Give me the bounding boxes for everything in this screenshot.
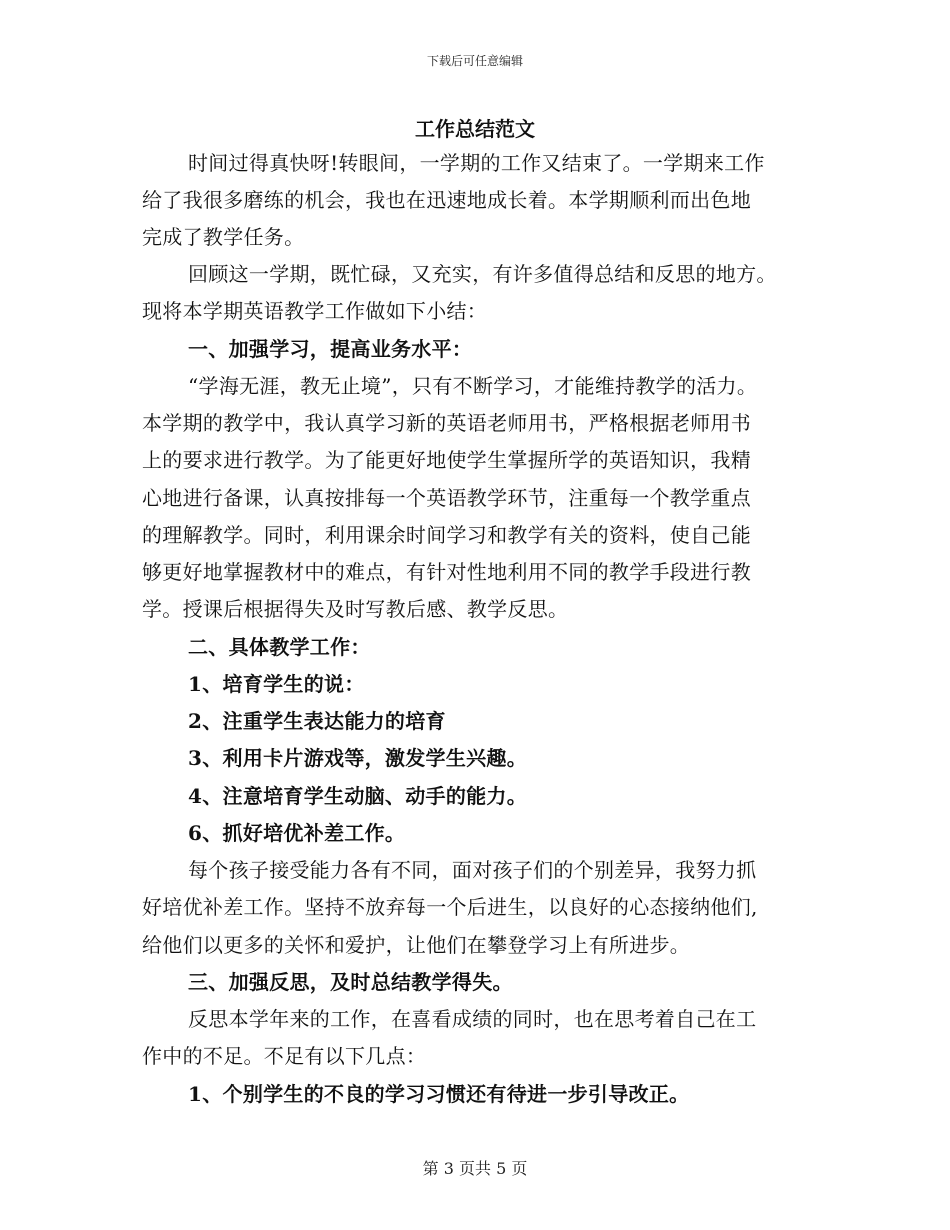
paragraph-line: 每个孩子接受能力各有不同，面对孩子们的个别差异，我努力抓 bbox=[188, 858, 757, 882]
list-item: 3、利用卡片游戏等，激发学生兴趣。 bbox=[188, 746, 528, 770]
list-item: 1、培育学生的说： bbox=[188, 672, 365, 696]
section-heading: 二、具体教学工作： bbox=[188, 635, 371, 659]
paragraph-line: 给他们以更多的关怀和爱护，让他们在攀登学习上有所进步。 bbox=[142, 933, 691, 957]
page-footer: 第 3 页共 5 页 bbox=[422, 1159, 528, 1178]
section-heading: 一、加强学习，提高业务水平： bbox=[188, 337, 473, 361]
paragraph-line: 现将本学期英语教学工作做如下小结： bbox=[142, 299, 488, 323]
paragraph-line: 完成了教学任务。 bbox=[142, 225, 305, 249]
paragraph-line: 够更好地掌握教材中的难点，有针对性地利用不同的教学手段进行教 bbox=[142, 560, 751, 584]
paragraph-line: 上的要求进行教学。为了能更好地使学生掌握所学的英语知识，我精 bbox=[142, 448, 751, 472]
paragraph-line: 回顾这一学期，既忙碌，又充实，有许多值得总结和反思的地方。 bbox=[188, 262, 777, 286]
list-item: 6、抓好培优补差工作。 bbox=[188, 821, 406, 845]
paragraph-line: 好培优补差工作。坚持不放弃每一个后进生，以良好的心态接纳他们, bbox=[142, 895, 758, 919]
paragraph-line: 心地进行备课，认真按排每一个英语教学环节，注重每一个教学重点 bbox=[142, 486, 751, 510]
paragraph-line: “学海无涯，教无止境”，只有不断学习，才能维持教学的活力。 bbox=[188, 374, 758, 398]
list-item: 2、注重学生表达能力的培育 bbox=[188, 709, 446, 733]
paragraph-line: 的理解教学。同时，利用课余时间学习和教学有关的资料，使自己能 bbox=[142, 523, 751, 547]
paragraph-line: 学。授课后根据得失及时写教后感、教学反思。 bbox=[142, 597, 569, 621]
paragraph-line: 给了我很多磨练的机会，我也在迅速地成长着。本学期顺利而出色地 bbox=[142, 188, 751, 212]
paragraph-line: 作中的不足。不足有以下几点： bbox=[142, 1044, 427, 1068]
paragraph-line: 本学期的教学中，我认真学习新的英语老师用书，严格根据老师用书 bbox=[142, 411, 751, 435]
section-heading: 三、加强反思，及时总结教学得失。 bbox=[188, 970, 513, 994]
paragraph-line: 时间过得真快呀!转眼间，一学期的工作又结束了。一学期来工作 bbox=[188, 151, 765, 175]
page-header: 下载后可任意编辑 bbox=[426, 54, 523, 68]
document-title: 工作总结范文 bbox=[415, 117, 535, 141]
list-item: 1、个别学生的不良的学习习惯还有待进一步引导改正。 bbox=[188, 1082, 690, 1106]
paragraph-line: 反思本学年来的工作，在喜看成绩的同时，也在思考着自己在工 bbox=[188, 1007, 757, 1031]
list-item: 4、注意培育学生动脑、动手的能力。 bbox=[188, 784, 528, 808]
